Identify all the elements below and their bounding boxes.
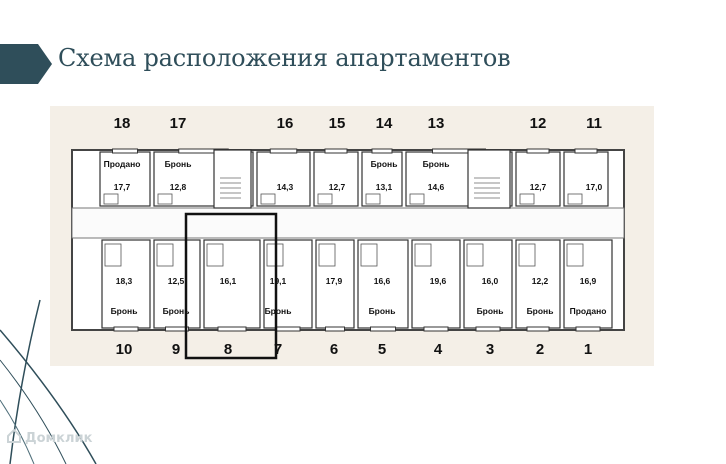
apartment-number: 11 xyxy=(586,115,602,132)
window xyxy=(527,149,549,153)
apartment-room xyxy=(516,152,560,206)
watermark-text: Домклик xyxy=(25,430,93,446)
apartment-room xyxy=(314,152,358,206)
room-status-label: Бронь xyxy=(370,159,398,169)
room-status-label: Продано xyxy=(569,306,607,316)
room-area-label: 17,7 xyxy=(113,182,131,192)
apartment-number: 17 xyxy=(169,115,187,132)
apartment-number: 13 xyxy=(427,115,445,132)
room-area-label: 12,5 xyxy=(167,276,185,286)
window xyxy=(218,327,246,331)
room-status-label: Бронь xyxy=(162,306,190,316)
window xyxy=(424,327,448,331)
room-status-label: Бронь xyxy=(526,306,554,316)
stairwell xyxy=(214,150,251,208)
watermark xyxy=(6,428,92,448)
apartment-number: 3 xyxy=(485,341,495,358)
apartment-room xyxy=(257,152,310,206)
stairwell xyxy=(468,150,510,208)
decorative-curve xyxy=(0,360,66,464)
window xyxy=(325,149,347,153)
room-status-label: Продано xyxy=(103,159,141,169)
apartment-number: 12 xyxy=(529,115,547,132)
apartment-number: 2 xyxy=(535,341,545,358)
room-status-label: Бронь xyxy=(110,306,138,316)
window xyxy=(527,327,549,331)
apartment-number: 8 xyxy=(223,341,233,358)
apartment-number: 6 xyxy=(329,341,339,358)
window xyxy=(276,327,300,331)
window xyxy=(270,149,297,153)
window xyxy=(113,149,138,153)
room-area-label: 12,7 xyxy=(529,182,547,192)
window xyxy=(576,327,600,331)
window xyxy=(114,327,138,331)
room-area-label: 16,9 xyxy=(579,276,597,286)
apartment-number: 4 xyxy=(433,341,443,358)
apartment-number: 1 xyxy=(583,341,593,358)
room-area-label: 16,0 xyxy=(481,276,499,286)
apartment-number: 7 xyxy=(273,341,283,358)
apartment-number: 18 xyxy=(113,115,131,132)
room-area-label: 12,8 xyxy=(169,182,187,192)
window xyxy=(372,149,392,153)
window xyxy=(575,149,597,153)
room-status-label: Бронь xyxy=(264,306,292,316)
window xyxy=(371,327,396,331)
floor-plan-panel xyxy=(50,106,654,366)
room-status-label: Бронь xyxy=(476,306,504,316)
room-area-label: 19,6 xyxy=(429,276,447,286)
window xyxy=(476,327,500,331)
floor-plan xyxy=(50,106,654,366)
room-area-label: 16,1 xyxy=(219,276,237,286)
apartment-number: 9 xyxy=(171,341,181,358)
apartment-number: 14 xyxy=(375,115,393,132)
room-area-label: 12,2 xyxy=(531,276,549,286)
room-status-label: Бронь xyxy=(368,306,396,316)
apartment-number: 10 xyxy=(115,341,133,358)
apartment-room xyxy=(564,152,608,206)
room-area-label: 12,7 xyxy=(328,182,346,192)
room-area-label: 17,9 xyxy=(325,276,343,286)
corridor xyxy=(72,208,624,238)
apartment-number: 5 xyxy=(377,341,387,358)
window xyxy=(326,327,345,331)
page-title: Схема расположения апартаментов xyxy=(58,44,511,72)
apartment-number: 16 xyxy=(276,115,294,132)
room-area-label: 19,1 xyxy=(269,276,287,286)
room-area-label: 17,0 xyxy=(585,182,603,192)
room-area-label: 18,3 xyxy=(115,276,133,286)
title-arrow-marker xyxy=(0,44,52,84)
home-logo-icon xyxy=(6,428,22,448)
room-area-label: 14,6 xyxy=(427,182,445,192)
room-status-label: Бронь xyxy=(164,159,192,169)
room-area-label: 13,1 xyxy=(375,182,393,192)
room-area-label: 14,3 xyxy=(276,182,294,192)
apartment-number: 15 xyxy=(328,115,346,132)
room-area-label: 16,6 xyxy=(373,276,391,286)
room-status-label: Бронь xyxy=(422,159,450,169)
